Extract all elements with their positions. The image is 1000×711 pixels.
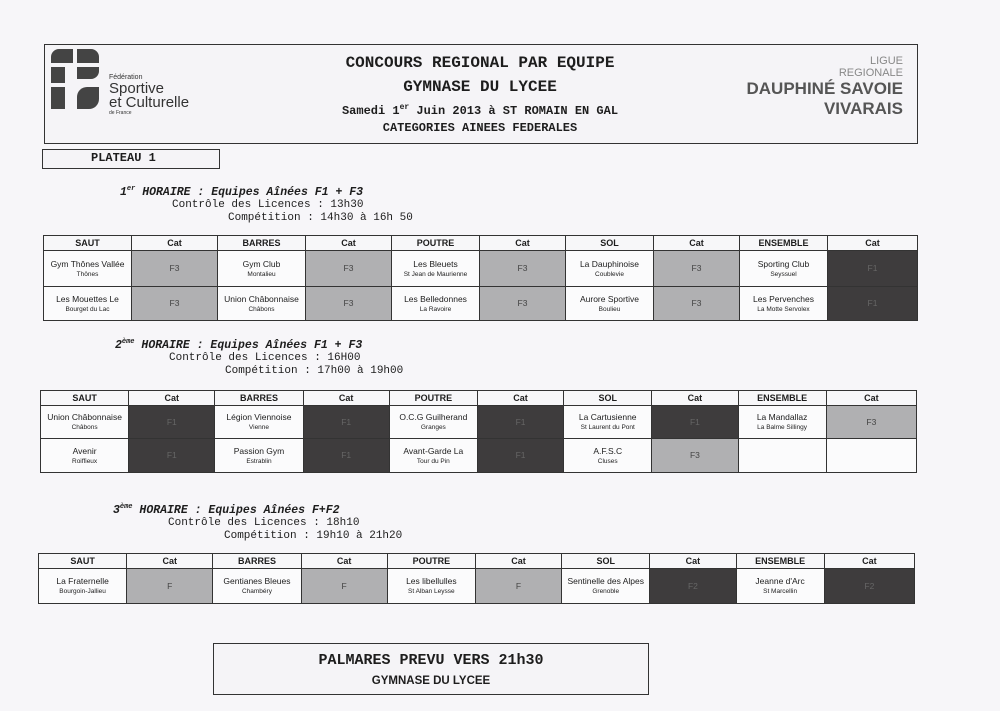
category-cell: F1 bbox=[828, 287, 918, 321]
team-cell bbox=[566, 287, 654, 321]
column-header: POUTRE bbox=[392, 236, 480, 251]
venue-title: GYMNASE DU LYCEE bbox=[403, 78, 557, 96]
team-cell bbox=[215, 406, 303, 439]
palmares-venue: GYMNASE DU LYCEE bbox=[371, 675, 491, 687]
category-cell: F3 bbox=[654, 251, 740, 287]
club-town: St Marcellin bbox=[763, 588, 798, 595]
club-name: La Dauphinoise bbox=[579, 258, 640, 269]
column-header: Cat bbox=[306, 236, 392, 251]
column-header: Cat bbox=[475, 554, 561, 569]
team-cell bbox=[215, 439, 303, 473]
club-name: Les Belledonnes bbox=[404, 293, 467, 304]
club-town: La Motte Servolex bbox=[757, 305, 810, 313]
club-name: Jeanne d'Arc bbox=[755, 576, 805, 586]
column-header: POUTRE bbox=[389, 391, 477, 406]
table-header-row bbox=[41, 391, 917, 406]
palmares-time: PALMARES PREVU VERS 21h30 bbox=[318, 652, 544, 669]
club-name: Passion Gym bbox=[233, 445, 285, 456]
team-cell bbox=[387, 569, 475, 604]
column-header: Cat bbox=[129, 391, 215, 406]
category-cell: F bbox=[475, 569, 561, 604]
team-cell bbox=[218, 287, 306, 321]
category-cell: F1 bbox=[477, 406, 563, 439]
club-town: Boulieu bbox=[598, 305, 621, 313]
category-cell: F3 bbox=[132, 287, 218, 321]
team-cell bbox=[213, 569, 301, 604]
table-row bbox=[41, 439, 917, 473]
club-name: O.C.G Guilherand bbox=[399, 412, 468, 422]
club-town: Tour du Pin bbox=[416, 457, 450, 465]
category-cell: F1 bbox=[652, 406, 738, 439]
club-town: Châbons bbox=[71, 424, 98, 431]
table-row bbox=[44, 287, 918, 321]
category-cell: F bbox=[127, 569, 213, 604]
category-cell: F3 bbox=[132, 251, 218, 287]
column-header: Cat bbox=[650, 554, 736, 569]
club-town: St Jean de Maurienne bbox=[403, 270, 468, 278]
plateau-label: PLATEAU 1 bbox=[42, 149, 220, 169]
category-cell: F1 bbox=[129, 439, 215, 473]
team-cell bbox=[738, 439, 826, 473]
column-header: POUTRE bbox=[387, 554, 475, 569]
column-header: Cat bbox=[652, 391, 738, 406]
club-town: Grenoble bbox=[592, 588, 620, 595]
table-row bbox=[39, 569, 915, 604]
club-name: Gym Club bbox=[242, 258, 281, 269]
category-cell: F1 bbox=[828, 251, 918, 287]
club-town: Montalieu bbox=[247, 270, 276, 278]
club-town: Roiffieux bbox=[72, 457, 98, 465]
team-cell bbox=[740, 287, 828, 321]
column-header: Cat bbox=[301, 554, 387, 569]
category-cell: F1 bbox=[303, 406, 389, 439]
club-town: Cluses bbox=[597, 457, 618, 465]
club-name: Gentianes Bleues bbox=[223, 576, 291, 586]
column-header: SOL bbox=[564, 391, 652, 406]
session-2-info: 2ème HORAIRE : Equipes Aînées F1 + F3 Contrôle des Licences : 16H00 Compétition : 17h00 à 19h00 bbox=[115, 338, 404, 377]
categories-title: CATEGORIES AINEES FEDERALES bbox=[382, 121, 578, 135]
column-header: Cat bbox=[824, 554, 914, 569]
club-name: La Mandallaz bbox=[756, 412, 808, 422]
session-1-info: 1er HORAIRE : Equipes Aînées F1 + F3 Contrôle des Licences : 13h30 Compétition : 14h30 à 16h 50 bbox=[120, 185, 413, 224]
club-town: Bourget du Lac bbox=[65, 305, 110, 313]
club-name: Avenir bbox=[72, 445, 97, 456]
category-cell bbox=[826, 439, 916, 473]
club-town: Châbons bbox=[248, 305, 275, 313]
column-header: ENSEMBLE bbox=[736, 554, 824, 569]
club-name: Les libellulles bbox=[406, 576, 457, 586]
category-cell: F2 bbox=[650, 569, 736, 604]
club-name: Les Pervenches bbox=[753, 293, 814, 304]
club-town: Bourgoin-Jallieu bbox=[59, 588, 106, 595]
club-name: La Cartusienne bbox=[578, 412, 637, 422]
team-cell bbox=[41, 406, 129, 439]
club-town: Granges bbox=[420, 424, 446, 431]
club-name: La Fraternelle bbox=[56, 576, 109, 586]
column-header: SOL bbox=[566, 236, 654, 251]
club-town: Seyssuel bbox=[770, 270, 797, 278]
table-header-row bbox=[39, 554, 915, 569]
session-3-table bbox=[38, 553, 915, 604]
category-cell: F3 bbox=[826, 406, 916, 439]
category-cell: F1 bbox=[129, 406, 215, 439]
column-header: Cat bbox=[480, 236, 566, 251]
column-header: BARRES bbox=[213, 554, 301, 569]
team-cell bbox=[736, 569, 824, 604]
session-2-table bbox=[40, 390, 917, 473]
table-header-row bbox=[44, 236, 918, 251]
club-name: Sentinelle des Alpes bbox=[567, 576, 644, 586]
column-header: SAUT bbox=[39, 554, 127, 569]
club-name: Union Châbonnaise bbox=[47, 412, 122, 422]
category-cell: F3 bbox=[306, 251, 392, 287]
team-cell bbox=[566, 251, 654, 287]
column-header: Cat bbox=[127, 554, 213, 569]
page-title: CONCOURS REGIONAL PAR EQUIPE bbox=[345, 54, 615, 72]
session-3-info: 3ème HORAIRE : Equipes Aînées F+F2 Contrôle des Licences : 18h10 Compétition : 19h10 à 21h20 bbox=[113, 503, 403, 542]
event-date: Samedi 1er Juin 2013 à ST ROMAIN EN GAL bbox=[341, 103, 619, 118]
club-town: Chambéry bbox=[241, 588, 272, 595]
club-name: Sporting Club bbox=[757, 258, 810, 269]
column-header: ENSEMBLE bbox=[738, 391, 826, 406]
team-cell bbox=[392, 251, 480, 287]
category-cell: F1 bbox=[477, 439, 563, 473]
category-cell: F3 bbox=[306, 287, 392, 321]
column-header: Cat bbox=[132, 236, 218, 251]
category-cell: F bbox=[301, 569, 387, 604]
column-header: SAUT bbox=[44, 236, 132, 251]
category-cell: F1 bbox=[303, 439, 389, 473]
logo-text: Fédération Sportive et Culturelle de France bbox=[109, 74, 190, 116]
column-header: SOL bbox=[562, 554, 650, 569]
club-name: Gym Thônes Vallée bbox=[50, 258, 125, 269]
team-cell bbox=[41, 439, 129, 473]
club-town: St Alban Leysse bbox=[408, 588, 455, 595]
category-cell: F3 bbox=[480, 287, 566, 321]
column-header: Cat bbox=[826, 391, 916, 406]
club-name: Les Mouettes Le bbox=[56, 293, 119, 304]
title-block bbox=[225, 51, 735, 136]
team-cell bbox=[44, 251, 132, 287]
team-cell bbox=[738, 406, 826, 439]
team-cell bbox=[562, 569, 650, 604]
team-cell bbox=[740, 251, 828, 287]
column-header: ENSEMBLE bbox=[740, 236, 828, 251]
fscf-logo bbox=[51, 49, 221, 119]
column-header: BARRES bbox=[215, 391, 303, 406]
table-row bbox=[41, 406, 917, 439]
column-header: BARRES bbox=[218, 236, 306, 251]
category-cell: F3 bbox=[480, 251, 566, 287]
team-cell bbox=[389, 439, 477, 473]
column-header: Cat bbox=[303, 391, 389, 406]
category-cell: F3 bbox=[654, 287, 740, 321]
team-cell bbox=[389, 406, 477, 439]
club-name: A.F.S.C bbox=[593, 445, 623, 456]
club-town: Thônes bbox=[76, 270, 99, 278]
club-town: St Laurent du Pont bbox=[580, 424, 635, 431]
club-name: Aurore Sportive bbox=[579, 293, 640, 304]
club-name: Les Bleuets bbox=[413, 258, 458, 269]
ligue-logo: LIGUE REGIONALE DAUPHINÉ SAVOIE VIVARAIS bbox=[746, 55, 903, 118]
session-1-table bbox=[43, 235, 918, 321]
column-header: Cat bbox=[654, 236, 740, 251]
team-cell bbox=[564, 439, 652, 473]
club-town: Estrablin bbox=[246, 457, 272, 465]
category-cell: F3 bbox=[652, 439, 738, 473]
team-cell bbox=[392, 287, 480, 321]
column-header: Cat bbox=[477, 391, 563, 406]
table-row bbox=[44, 251, 918, 287]
team-cell bbox=[39, 569, 127, 604]
team-cell bbox=[218, 251, 306, 287]
palmares-box bbox=[213, 643, 649, 695]
club-town: La Balme Sillingy bbox=[757, 424, 808, 431]
column-header: SAUT bbox=[41, 391, 129, 406]
club-name: Avant-Garde La bbox=[403, 445, 464, 456]
header-box bbox=[44, 44, 918, 144]
category-cell: F2 bbox=[824, 569, 914, 604]
column-header: Cat bbox=[828, 236, 918, 251]
club-town: Coublevie bbox=[595, 270, 624, 278]
club-name: Union Châbonnaise bbox=[224, 293, 299, 304]
club-town: Vienne bbox=[248, 424, 270, 431]
team-cell bbox=[44, 287, 132, 321]
club-name: Légion Viennoise bbox=[226, 412, 292, 422]
club-town: La Ravoire bbox=[419, 305, 452, 313]
team-cell bbox=[564, 406, 652, 439]
